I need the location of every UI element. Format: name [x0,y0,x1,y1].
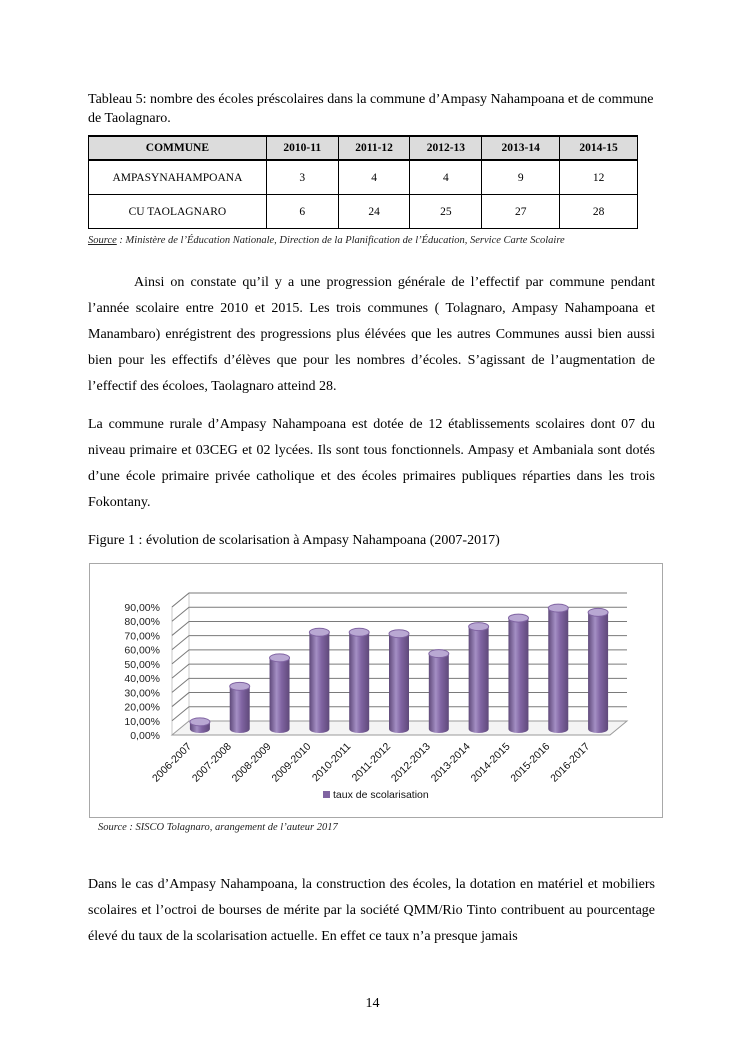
chart-bar-body [389,634,409,733]
table-header-cell: 2012-13 [410,136,482,160]
page-number: 14 [365,996,380,1011]
table-caption: Tableau 5: nombre des écoles préscolaires dans la commune d’Ampasy Nahampoana et de commune de Taolagnaro. [88,92,654,126]
chart-bar [190,718,210,733]
chart-bar-top [588,608,608,616]
y-tick-label: 30,00% [124,687,160,700]
legend-swatch [323,791,330,798]
y-tick-label: 0,00% [130,730,160,742]
chart-bar [469,623,489,733]
figure-source: Source : SISCO Tolagnaro, arangement de l’auteur 2017 [98,822,338,833]
table-header-cell: 2014-15 [560,136,638,160]
chart-bar [429,650,449,733]
y-tick-label: 80,00% [124,616,160,629]
chart-bar-body [230,686,250,733]
x-tick-label: 2008-2009 [229,740,274,785]
chart-bar-body [469,627,489,733]
chart-bar-top [389,630,409,638]
table-header-cell: 2011-12 [338,136,410,160]
y-tick-label: 40,00% [124,673,160,686]
table-source-text: : Ministère de l’Éducation Nationale, Direction de la Planification de l’Éducation, Service Carte Scolaire [116,235,565,246]
chart-bar-top [349,628,369,636]
table-cell: CU TAOLAGNARO [89,195,267,229]
chart-bar [588,608,608,733]
chart-bar-top [190,718,210,726]
y-tick-label: 10,00% [124,715,160,728]
table-header-cell: 2010-11 [266,136,338,160]
table-cell: 27 [482,195,560,229]
chart-bar-body [429,654,449,733]
table-cell: 28 [560,195,638,229]
chart-bar-body [349,632,369,733]
y-tick-label: 70,00% [124,630,160,643]
table-cell: AMPASYNAHAMPOANA [89,160,267,195]
chart-bar-body [548,608,568,733]
table-cell: 3 [266,160,338,195]
chart-bar-top [270,654,290,662]
table-source [88,231,648,251]
table-cell: 12 [560,160,638,195]
preschool-table [88,135,638,229]
y-tick-label: 50,00% [124,658,160,671]
x-tick-label: 2006-2007 [150,740,195,785]
chart-bar [389,630,409,733]
y-tick-label: 60,00% [124,644,160,657]
chart-frame [89,563,663,818]
scolarisation-chart [90,564,662,817]
chart-bar-body [508,618,528,733]
chart-bar [349,628,369,733]
table-header-cell: 2013-14 [482,136,560,160]
paragraph-1 [88,270,655,400]
chart-bar-body [309,632,329,733]
table-row [89,160,638,195]
y-tick-label: 90,00% [124,602,160,614]
chart-bar [309,628,329,733]
x-tick-label: 2014-2015 [468,740,513,785]
chart-bar-top [508,614,528,622]
chart-bar-top [309,628,329,636]
figure-caption: Figure 1 : évolution de scolarisation à Ampasy Nahampoana (2007-2017) [88,533,500,548]
x-tick-label: 2012-2013 [388,740,433,785]
chart-bar-body [270,658,290,733]
chart-bar-top [548,604,568,612]
chart-bar-top [469,623,489,631]
x-tick-label: 2011-2012 [349,740,394,785]
legend-label: taux de scolarisation [333,789,429,801]
paragraph-text: Ainsi on constate qu’il y a une progression générale de l’effectif par commune pendant l’année scolaire entre 2010 et 2015. Les trois communes ( Tolagnaro, Ampasy Nahampoana et Manambaro) enrégistrent des progressions plus élévées que les autres Communes aussi bien aussi bien pour les effectifs d’élèves que pour les nombres d’écoles. S’agissant de l’augmentation de l’effectif des écoloes, Taolagnaro atteind 28. [88,275,655,394]
table-header-row [89,136,638,160]
chart-bar-top [230,682,250,690]
x-tick-label: 2016-2017 [548,740,593,785]
paragraph-text: La commune rurale d’Ampasy Nahampoana est dotée de 12 établissements scolaires dont 07 du niveau primaire et 03CEG et 02 lycées. Ils sont tous fonctionnels. Ampasy et Ambaniala sont dotés d’une école primaire privée catholique et des écoles primaires publiques réparties dans les trois Fokontany. [88,417,655,510]
table-row [89,195,638,229]
table-cell: 4 [410,160,482,195]
table-header-cell: COMMUNE [89,136,267,160]
x-tick-label: 2010-2011 [309,740,354,785]
paragraph-3 [88,872,655,950]
x-tick-label: 2007-2008 [189,740,234,785]
chart-bar-top [429,650,449,658]
paragraph-text: Dans le cas d’Ampasy Nahampoana, la construction des écoles, la dotation en matériel et mobiliers scolaires et l’octroi de bourses de mérite par la société QMM/Rio Tinto contribuent au pourcentage élevé du taux de la scolarisation actuelle. En effet ce taux n’a presque jamais [88,877,655,944]
chart-bar [230,682,250,733]
chart-bar [508,614,528,733]
y-tick-label: 20,00% [124,701,160,714]
table-source-label: Source [88,235,117,246]
x-tick-label: 2009-2010 [269,740,314,785]
table-cell: 24 [338,195,410,229]
table-cell: 6 [266,195,338,229]
x-tick-label: 2013-2014 [428,740,473,785]
table-cell: 9 [482,160,560,195]
chart-bar [270,654,290,733]
x-tick-label: 2015-2016 [508,740,553,785]
chart-bar [548,604,568,733]
table-cell: 25 [410,195,482,229]
table-cell: 4 [338,160,410,195]
paragraph-2 [88,412,655,516]
chart-bar-body [588,612,608,733]
